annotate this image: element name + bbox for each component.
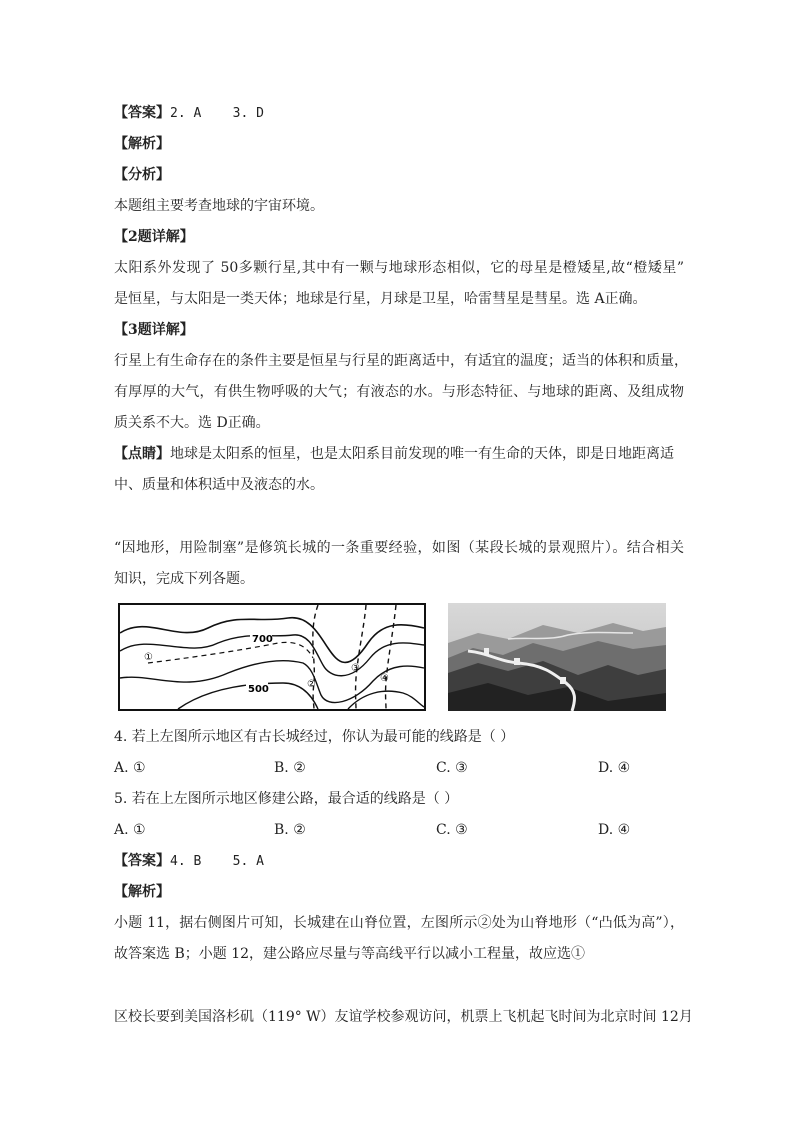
dianjing-tag: 【点睛】 [114, 446, 170, 462]
route-1-label: ① [144, 652, 153, 663]
watchtower [560, 677, 566, 684]
contour-label-500: 500 [248, 684, 269, 695]
q5-option-b: B. ② [274, 822, 306, 838]
answer-line-q23 [114, 103, 684, 124]
answer-tag: 【答案】 [114, 853, 170, 869]
q4-stem: 4. 若上左图所示地区有古长城经过，你认为最可能的线路是（ ） [114, 729, 515, 745]
detail-2-line-1: 太阳系外发现了 50多颗行星,其中有一颗与地球形态相似，它的母星是橙矮星,故“橙矮星” [114, 260, 684, 276]
q4-option-a: A. ① [114, 760, 146, 776]
q4-option-d: D. ④ [598, 760, 631, 776]
route-3-label: ③ [351, 663, 360, 674]
contour-label-700: 700 [252, 634, 273, 645]
q5-option-a: A. ① [114, 822, 146, 838]
detail-2-tag: 【2题详解】 [114, 229, 194, 245]
watchtower [484, 648, 489, 654]
dianjing-line-2: 中、质量和体积适中及液态的水。 [114, 477, 324, 493]
dianjing-line-1 [114, 444, 684, 464]
analysis-tag: 【解析】 [114, 884, 170, 900]
answer-tag: 【答案】 [114, 105, 170, 121]
analysis-q45-line-1: 小题 11，据右侧图片可知，长城建在山脊位置，左图所示②处为山脊地形（“凸低为高”）， [114, 915, 684, 931]
fenxi-text: 本题组主要考查地球的宇宙环境。 [114, 198, 324, 214]
intro-line-2: 知识，完成下列各题。 [114, 571, 254, 587]
detail-3-line-2: 有厚厚的大气，有供生物呼吸的大气；有液态的水。与形态特征、与地球的距离、及组成物 [114, 384, 684, 400]
detail-3-tag: 【3题详解】 [114, 322, 194, 338]
q4-option-b: B. ② [274, 760, 306, 776]
watchtower [514, 658, 520, 665]
route-2-label: ② [307, 679, 316, 690]
answer-text: 4. B 5. A [170, 854, 264, 869]
q4-option-c: C. ③ [436, 760, 468, 776]
next-question-line-1: 区校长要到美国洛杉矶（119° W）友谊学校参观访问，机票上飞机起飞时间为北京时间 12月 [114, 1009, 693, 1025]
q5-option-d: D. ④ [598, 822, 631, 838]
detail-2-line-2: 是恒星，与太阳是一类天体；地球是行星，月球是卫星，哈雷彗星是彗星。选 A正确。 [114, 291, 647, 307]
answer-text: 2. A 3. D [170, 106, 264, 121]
intro-line-1: “因地形，用险制塞”是修筑长城的一条重要经验，如图（某段长城的景观照片）。结合相关 [114, 540, 684, 556]
analysis-tag: 【解析】 [114, 136, 170, 152]
q5-option-c: C. ③ [436, 822, 468, 838]
answer-line-q45 [114, 851, 684, 872]
dianjing-text-1: 地球是太阳系的恒星，也是太阳系目前发现的唯一有生命的天体，即是日地距离适 [170, 446, 674, 462]
detail-3-line-1: 行星上有生命存在的条件主要是恒星与行星的距离适中，有适宜的温度；适当的体积和质量， [114, 353, 688, 369]
contour-map [118, 603, 426, 711]
fenxi-tag: 【分析】 [114, 167, 170, 183]
detail-3-line-3: 质关系不大。选 D正确。 [114, 415, 270, 431]
analysis-q45-line-2: 故答案选 B；小题 12，建公路应尽量与等高线平行以减小工程量，故应选① [114, 946, 586, 962]
great-wall-photo [448, 603, 666, 711]
route-4-label: ④ [380, 673, 389, 684]
q5-stem: 5. 若在上左图所示地区修建公路，最合适的线路是（ ） [114, 791, 459, 807]
